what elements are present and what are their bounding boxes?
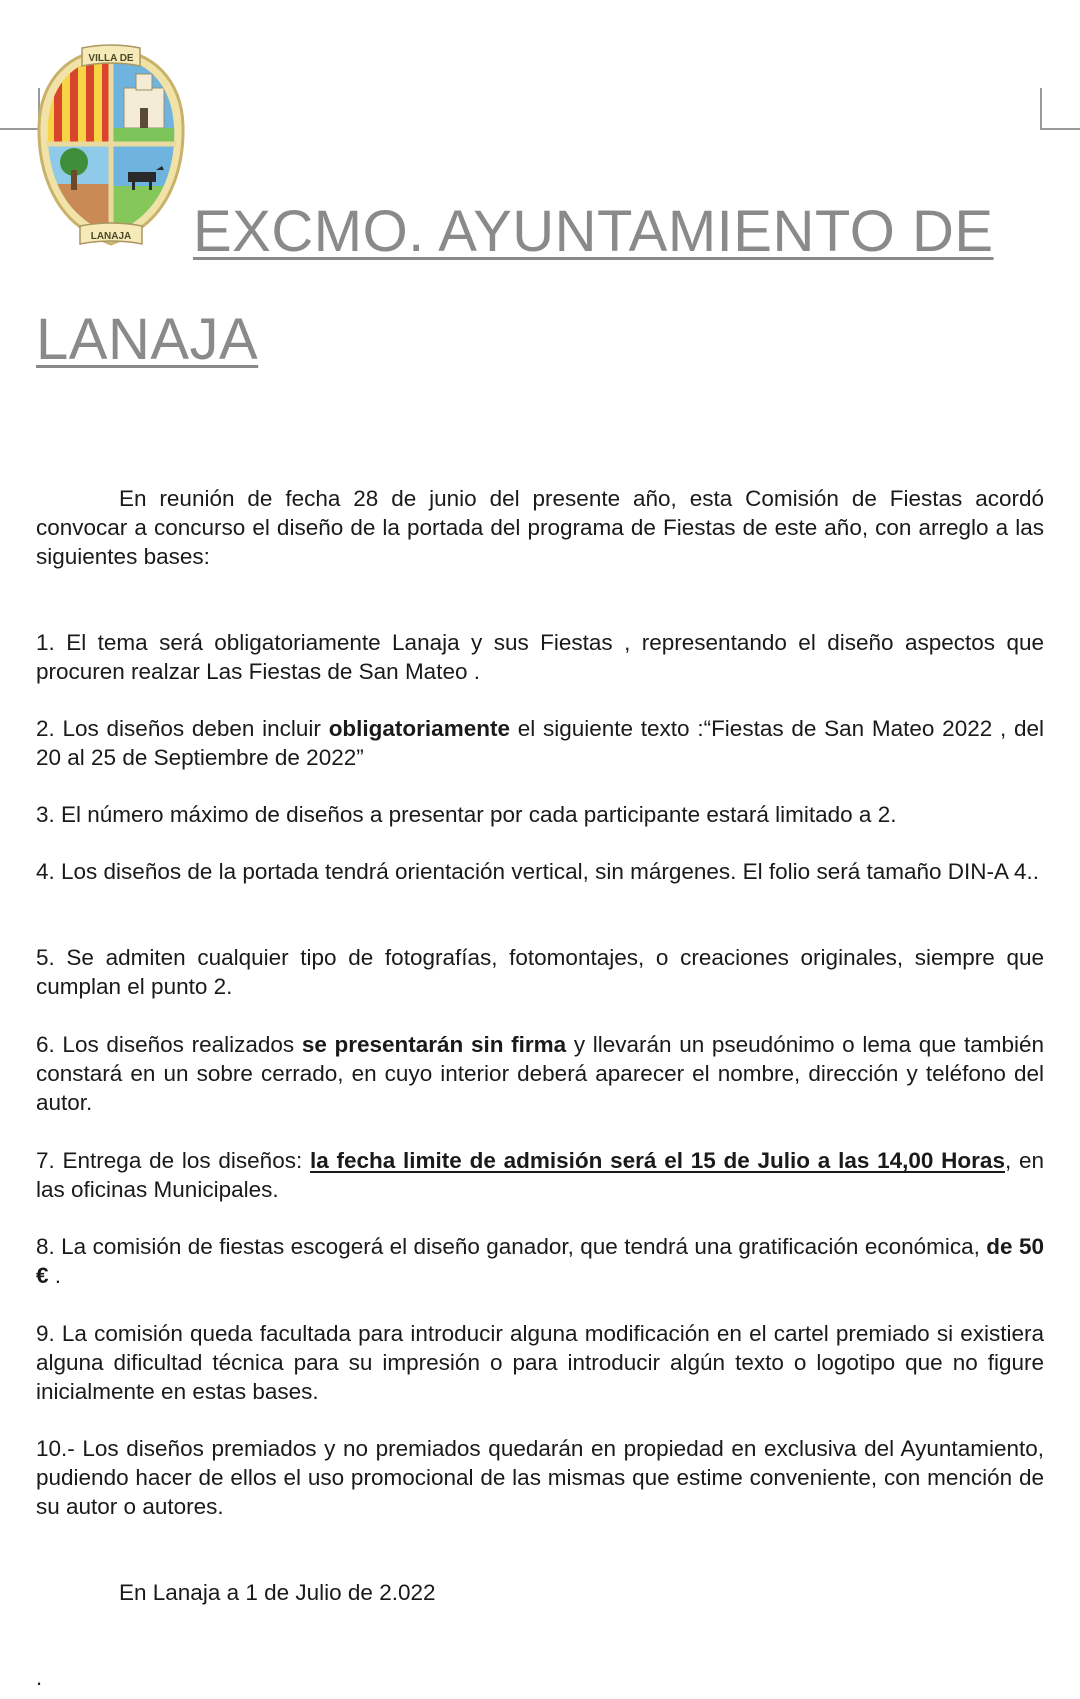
page-title-line2: LANAJA [36, 307, 259, 372]
base-item-7-text-a: 7. Entrega de los diseños: [36, 1148, 310, 1173]
coat-of-arms-icon [36, 44, 186, 252]
base-item-6-emphasis: se presentarán sin firma [301, 1032, 567, 1057]
base-item-2-emphasis: obligatoriamente [328, 716, 510, 741]
base-item-5: 5. Se admiten cualquier tipo de fotografías, fotomontajes, o creaciones originales, siempre que cumplan el punto 2. [36, 945, 1044, 999]
page-title-line1: EXCMO. AYUNTAMIENTO DE [193, 199, 994, 264]
base-item-6-text-a: 6. Los diseños realizados [36, 1032, 302, 1057]
base-item-1: 1. El tema será obligatoriamente Lanaja y sus Fiestas , representando el diseño aspectos que procuren realzar Las Fiestas de San Mateo . [36, 630, 1044, 684]
base-item-8-text-b: . [48, 1263, 62, 1288]
base-item-2-text-a: 2. Los diseños deben incluir [36, 716, 329, 741]
base-item-3: 3. El número máximo de diseños a presentar por cada participante estará limitado a 2. [36, 802, 897, 827]
base-item-6 [36, 1030, 1044, 1117]
intro-paragraph: En reunión de fecha 28 de junio del presente año, esta Comisión de Fiestas acordó convocar a concurso el diseño de la portada del programa de Fiestas de este año, con arreglo a las siguientes bases: [36, 486, 1044, 569]
base-item-2-text-b: el siguiente texto :“Fiestas de San Mateo 2022 , del 20 al 25 de Septiembre de 2022” [36, 716, 1045, 770]
base-item-8-prize: de 50 € [36, 1234, 1044, 1288]
base-item-8 [36, 1232, 1044, 1290]
base-item-7 [36, 1146, 1044, 1204]
crop-mark-top-left [0, 88, 40, 130]
base-item-7-deadline: la fecha limite de admisión será el 15 de Julio a las 14,00 Horas [309, 1148, 1005, 1173]
coat-bottom-banner-text: LANAJA [90, 231, 132, 242]
base-item-10: 10.- Los diseños premiados y no premiados quedarán en propiedad en exclusiva del Ayuntamiento, pudiendo hacer de ellos el uso promocional de las mismas que estime conveniente, con mención de su autor o autores. [36, 1436, 1044, 1519]
base-item-4: 4. Los diseños de la portada tendrá orientación vertical, sin márgenes. El folio será tamaño DIN-A 4.. [36, 859, 1040, 884]
base-item-2 [36, 714, 1044, 772]
base-item-8-text-a: 8. La comisión de fiestas escogerá el diseño ganador, que tendrá una gratificación económica, [36, 1234, 987, 1259]
signoff-date: En Lanaja a 1 de Julio de 2.022 [119, 1580, 436, 1605]
crop-mark-top-right [1040, 88, 1080, 130]
coat-top-banner-text: VILLA DE [88, 53, 134, 64]
base-item-6-text-b: y llevarán un pseudónimo o lema que también constará en un sobre cerrado, en cuyo interior deberá aparecer el nombre, dirección y teléfono del autor. [36, 1032, 1044, 1115]
base-item-9: 9. La comisión queda facultada para introducir alguna modificación en el cartel premiado si existiera alguna dificultad técnica para su impresión o para introducir algún texto o logotipo que no figure inicialmente en estas bases. [36, 1321, 1044, 1404]
trailing-mark: . [36, 1665, 43, 1690]
base-item-7-text-b: , en las oficinas Municipales. [36, 1148, 1044, 1202]
